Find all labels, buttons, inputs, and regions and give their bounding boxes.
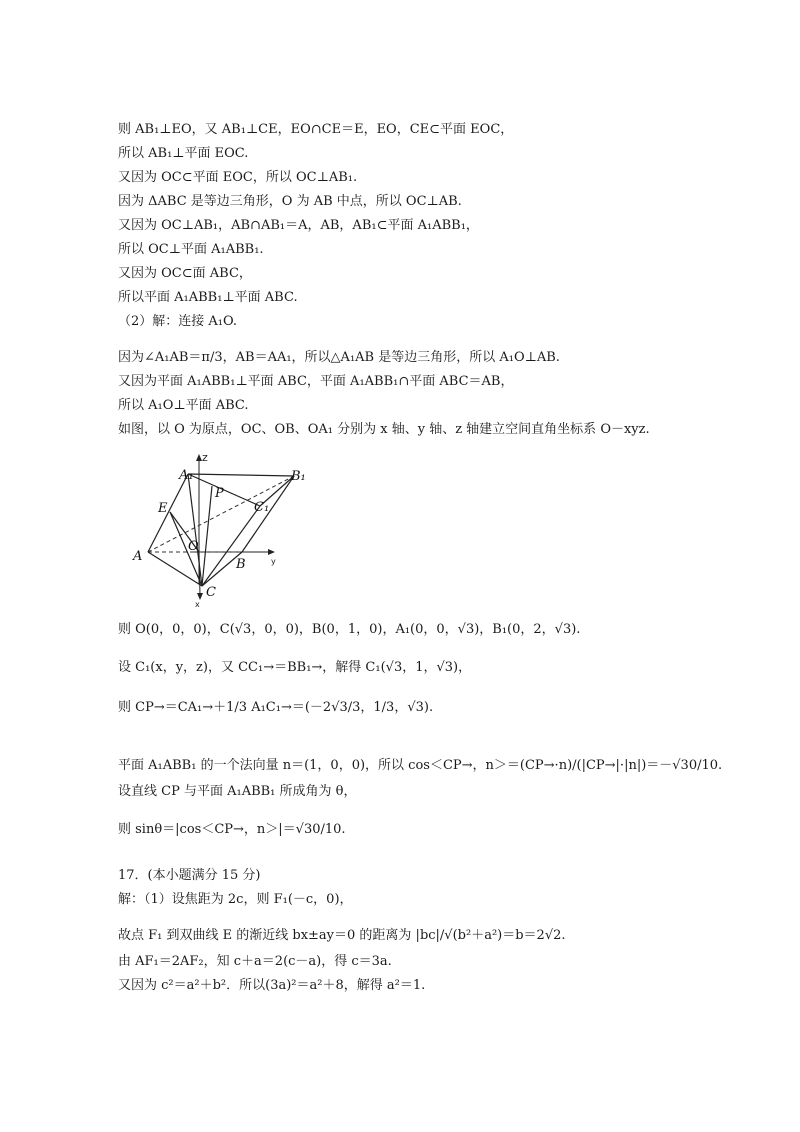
edge-CP [202, 486, 212, 586]
text-line: 由 AF₁＝2AF₂，知 c＋a＝2(c－a)，得 c＝3a. [118, 954, 392, 969]
label-A: A [133, 549, 143, 564]
text-line: 解：（1）设焦距为 2c，则 F₁(－c，0)， [118, 892, 353, 907]
text-line: 设 C₁(x，y，z)，又 CC₁→＝BB₁→，解得 C₁(√3，1，√3)， [118, 660, 472, 675]
text-line: 则 CP→＝CA₁→＋1/3 A₁C₁→＝(－2√3/3，1/3，√3). [118, 700, 434, 715]
text-line: 平面 A₁ABB₁ 的一个法向量 n＝(1，0，0)，所以 cos＜CP→，n＞＝(CP→·n)/(|CP→|·|n|)＝－√30/10. [118, 758, 723, 773]
label-B1: B₁ [291, 469, 306, 484]
label-B: B [236, 557, 246, 572]
label-y: y [271, 557, 276, 566]
x-axis-arrow [197, 593, 203, 600]
label-z: z [202, 451, 208, 464]
text-line: 如图，以 O 为原点，OC、OB、OA₁ 分别为 x 轴、y 轴、z 轴建立空间直角坐标系 O－xyz. [118, 422, 650, 437]
edge-CC1 [202, 506, 260, 586]
text-line: 则 O(0，0，0)，C(√3，0，0)，B(0，1，0)，A₁(0，0，√3)，B₁(0，2，√3). [118, 622, 581, 637]
text-line: 又因为 OC⊂面 ABC， [118, 266, 252, 281]
text-line: 17．(本小题满分 15 分) [118, 868, 261, 883]
text-line: 又因为 OC⊂平面 EOC，所以 OC⊥AB₁. [118, 170, 358, 185]
edge-A1B1 [188, 474, 294, 476]
y-axis-arrow [268, 549, 275, 555]
text-line: 又因为平面 A₁ABB₁⊥平面 ABC，平面 A₁ABB₁∩平面 ABC＝AB， [118, 374, 514, 389]
text-line: 所以 OC⊥平面 A₁ABB₁. [118, 242, 264, 257]
label-O: O [188, 539, 199, 554]
label-C1: C₁ [254, 500, 270, 515]
text-line: 则 AB₁⊥EO，又 AB₁⊥CE，EO∩CE＝E，EO，CE⊂平面 EOC， [118, 122, 514, 137]
text-line: 所以平面 A₁ABB₁⊥平面 ABC. [118, 290, 298, 305]
label-C: C [206, 585, 216, 600]
label-x: x [195, 600, 200, 609]
text-line: 故点 F₁ 到双曲线 E 的渐近线 bx±ay＝0 的距离为 |bc|/√(b²＋a²)＝b＝2√2. [118, 928, 566, 943]
edge-AC [148, 552, 202, 586]
label-A1: A₁ [179, 468, 194, 483]
geometry-figure [128, 452, 318, 612]
text-line: 则 sinθ＝|cos＜CP→，n＞|＝√30/10. [118, 822, 346, 837]
text-line: （2）解：连接 A₁O. [118, 314, 238, 329]
label-E: E [158, 501, 168, 516]
text-line: 因为∠A₁AB＝π/3，AB＝AA₁，所以△A₁AB 是等边三角形，所以 A₁O⊥AB. [118, 350, 560, 365]
text-line: 所以 A₁O⊥平面 ABC. [118, 398, 249, 413]
text-line: 因为 ΔABC 是等边三角形，O 为 AB 中点，所以 OC⊥AB. [118, 194, 462, 209]
text-line: 设直线 CP 与平面 A₁ABB₁ 所成角为 θ， [118, 784, 357, 799]
prism-diagram [128, 452, 318, 612]
label-P: P [215, 486, 224, 501]
text-line: 所以 AB₁⊥平面 EOC. [118, 146, 249, 161]
text-line: 又因为 c²＝a²＋b²．所以(3a)²＝a²＋8，解得 a²＝1. [118, 978, 426, 993]
text-line: 又因为 OC⊥AB₁，AB∩AB₁＝A，AB，AB₁⊂平面 A₁ABB₁， [118, 218, 479, 233]
